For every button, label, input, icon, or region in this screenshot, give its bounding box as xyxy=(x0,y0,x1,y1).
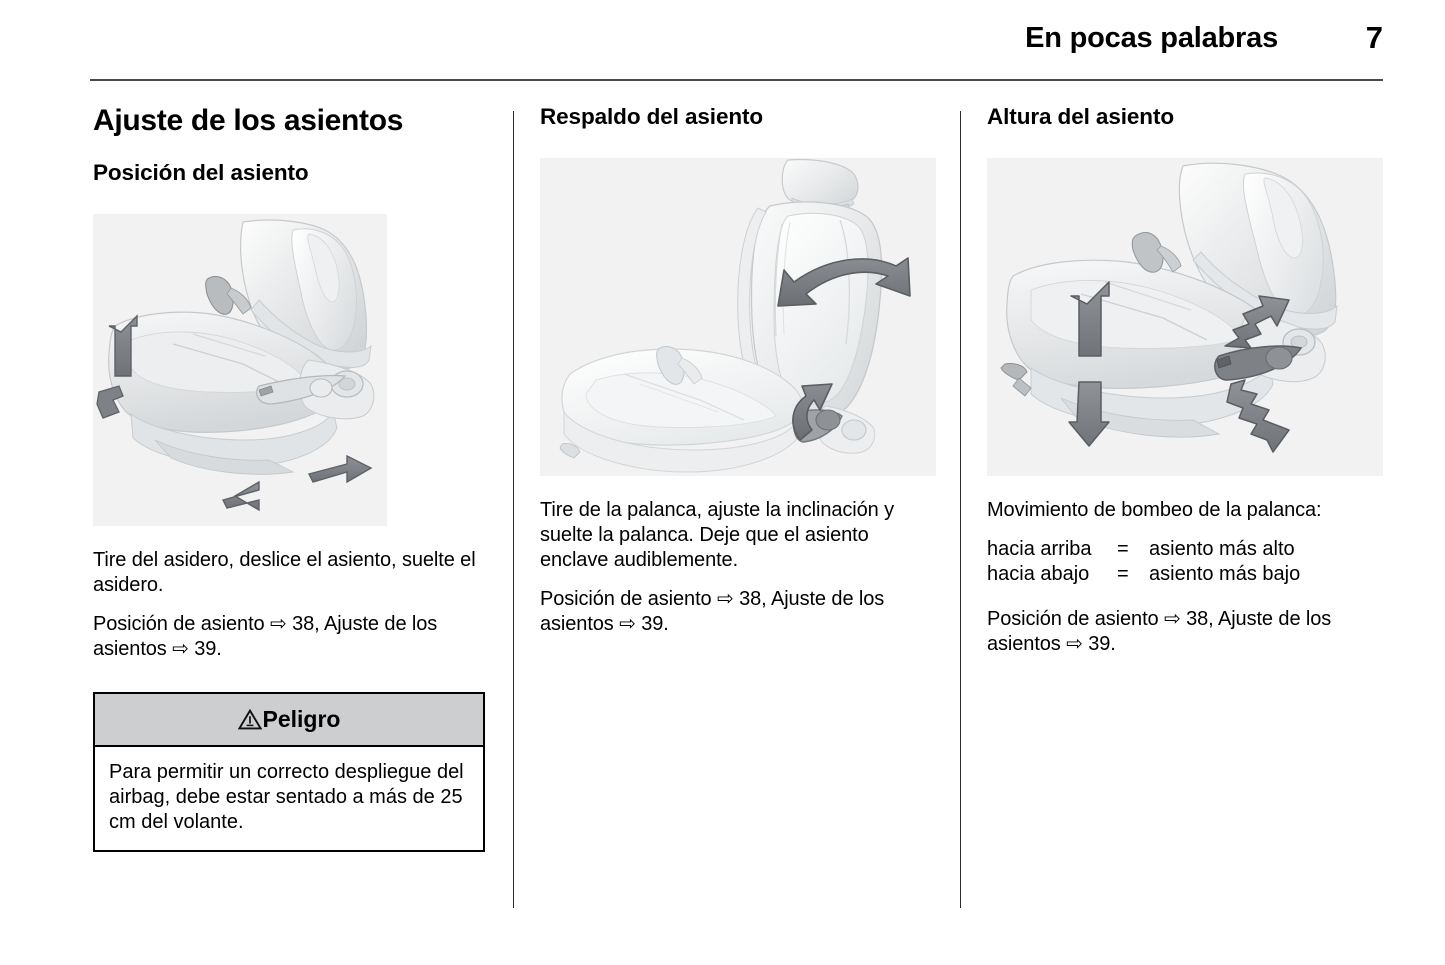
seat-height-drawing xyxy=(987,158,1383,476)
seat-backrest-drawing xyxy=(540,158,936,476)
page-number: 7 xyxy=(1365,20,1383,55)
column-2 xyxy=(540,104,936,637)
chapter-running-title: En pocas palabras xyxy=(1025,22,1278,54)
definition-term: hacia abajo xyxy=(987,563,1090,585)
seat-height-illustration xyxy=(987,158,1383,476)
spacer xyxy=(987,476,1383,498)
spacer xyxy=(987,130,1383,158)
paragraph-cross-reference: Posición de asiento ⇨ 38, Ajuste de los asientos ⇨ 39. xyxy=(987,608,1332,655)
column-divider-1 xyxy=(513,111,514,908)
spacer xyxy=(540,476,936,498)
chapter-title: Ajuste de los asientos xyxy=(93,104,404,137)
column-3 xyxy=(987,104,1383,657)
definition-equals: = xyxy=(1117,563,1129,585)
section-title-seat-height: Altura del asiento xyxy=(987,104,1174,129)
definition-value: asiento más alto xyxy=(1149,538,1295,560)
danger-callout-label: Peligro xyxy=(262,706,341,732)
danger-callout-header xyxy=(95,694,483,747)
definition-row-up xyxy=(987,537,1383,562)
warning-triangle-icon xyxy=(238,709,262,730)
section-title-seat-position: Posición del asiento xyxy=(93,160,309,185)
paragraph-pump-intro: Movimiento de bombeo de la palanca: xyxy=(987,499,1322,521)
spacer xyxy=(93,526,489,548)
column-divider-2 xyxy=(960,111,961,908)
seat-position-illustration xyxy=(93,214,387,526)
column-container xyxy=(0,104,1445,914)
section-title-backrest: Respaldo del asiento xyxy=(540,104,764,129)
spacer xyxy=(93,138,489,160)
danger-callout xyxy=(93,692,485,852)
seat-backrest-illustration xyxy=(540,158,936,476)
paragraph-pull-handle: Tire del asidero, deslice el asiento, suelte el asidero. xyxy=(93,549,476,596)
paragraph-cross-reference: Posición de asiento ⇨ 38, Ajuste de los asientos ⇨ 39. xyxy=(93,613,438,660)
seat-position-drawing xyxy=(93,214,387,526)
definition-row-down xyxy=(987,562,1383,587)
header-rule xyxy=(90,79,1383,81)
pump-definition-list xyxy=(987,537,1383,587)
definition-value: asiento más bajo xyxy=(1149,563,1301,585)
paragraph-pull-lever: Tire de la palanca, ajuste la inclinación y suelte la palanca. Deje que el asiento enclave audiblemente. xyxy=(540,499,895,571)
definition-equals: = xyxy=(1117,538,1129,560)
spacer xyxy=(540,130,936,158)
danger-callout-text: Para permitir un correcto despliegue del airbag, debe estar sentado a más de 25 cm del volante. xyxy=(109,761,464,833)
column-1 xyxy=(93,104,489,852)
definition-term: hacia arriba xyxy=(987,538,1092,560)
spacer xyxy=(93,186,489,214)
paragraph-cross-reference: Posición de asiento ⇨ 38, Ajuste de los asientos ⇨ 39. xyxy=(540,588,885,635)
running-header xyxy=(90,22,1383,68)
